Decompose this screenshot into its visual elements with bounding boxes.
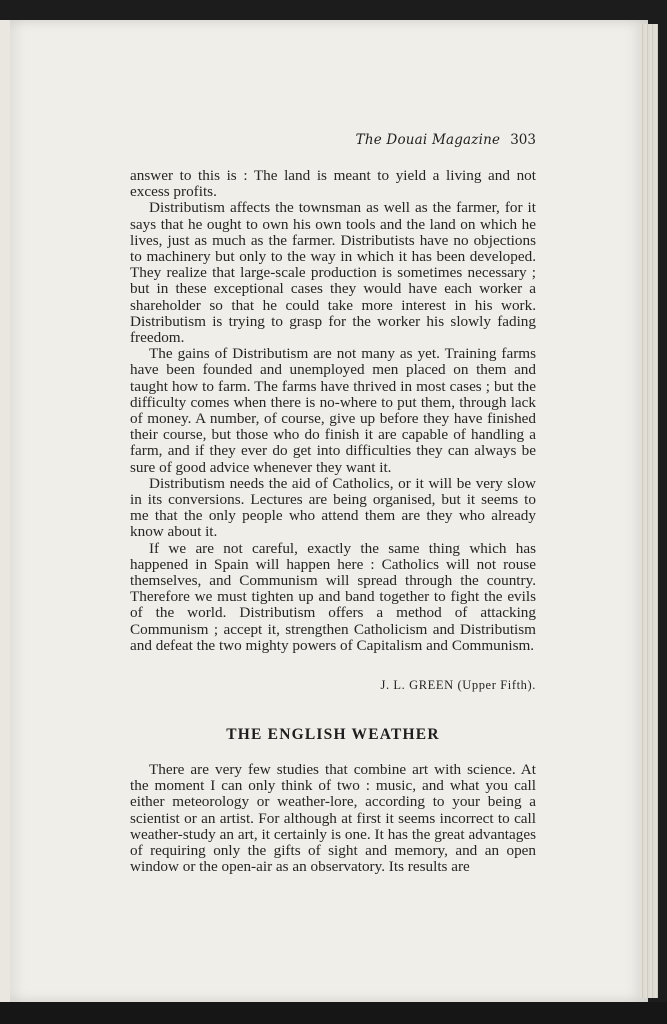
paragraph: answer to this is : The land is meant to yield a living and not excess profits.: [130, 167, 536, 201]
page-stack-edge: [640, 24, 658, 998]
magazine-title: The Douai Magazine: [355, 132, 501, 148]
paragraph: There are very few studies that combine art with science. At the moment I can only think of two : music, and what you call either meteorology or weather-lore, according to your being a scientist or an artist. For although at first it seems incorrect to call weather-study an art, it certainly is one. It has the great advantages of requiring only the gifts of sight and memory, and an open window or the open-air as an observatory. Its results are: [130, 761, 536, 876]
paragraph: Distributism needs the aid of Catholics, or it will be very slow in its conversions. Lectures are being organised, but it seems to me that the only people who attend them are they who already know about it.: [130, 474, 536, 541]
article-body-weather: [130, 762, 536, 875]
facing-page-edge: [0, 20, 10, 1005]
paragraph: If we are not careful, exactly the same thing which has happened in Spain will happen here : Catholics will not rouse themselves, and Communism will spread through the country. Therefore we must tighten up and band together to fight the evils of the world. Distributism offers a method of attacking Communism ; accept it, strengthen Catholicism and Distributism and defeat the two mighty powers of Capitalism and Communism.: [130, 539, 536, 654]
scanner-background: [0, 1002, 667, 1024]
paragraph: The gains of Distributism are not many as yet. Training farms have been founded and unemployed men placed on them and taught how to farm. The farms have thrived in most cases ; but the difficulty comes when there is no-where to put them, through lack of money. A number, of course, give up before they have finished their course, but those who do finish it are capable of handling a farm, and if they ever do get into difficulties they can always be sure of good advice whenever they want it.: [130, 345, 536, 476]
running-header: [300, 132, 536, 148]
page-number: 303: [510, 132, 536, 148]
article-body-distributism: [130, 168, 536, 654]
author-signature: J. L. GREEN (Upper Fifth).: [380, 678, 536, 692]
paragraph: Distributism affects the townsman as well as the farmer, for it says that he ought to own his own tools and the land on which he lives, just as much as the farmer. Distributists have no objections to machinery but only to the way in which it has been developed. They realize that large-scale production is sometimes necessary ; but in these exceptional cases they would have each worker a shareholder so that he could take more interest in his work. Distributism is trying to grasp for the worker his slowly fading freedom.: [130, 199, 536, 347]
article-heading: THE ENGLISH WEATHER: [226, 726, 440, 743]
